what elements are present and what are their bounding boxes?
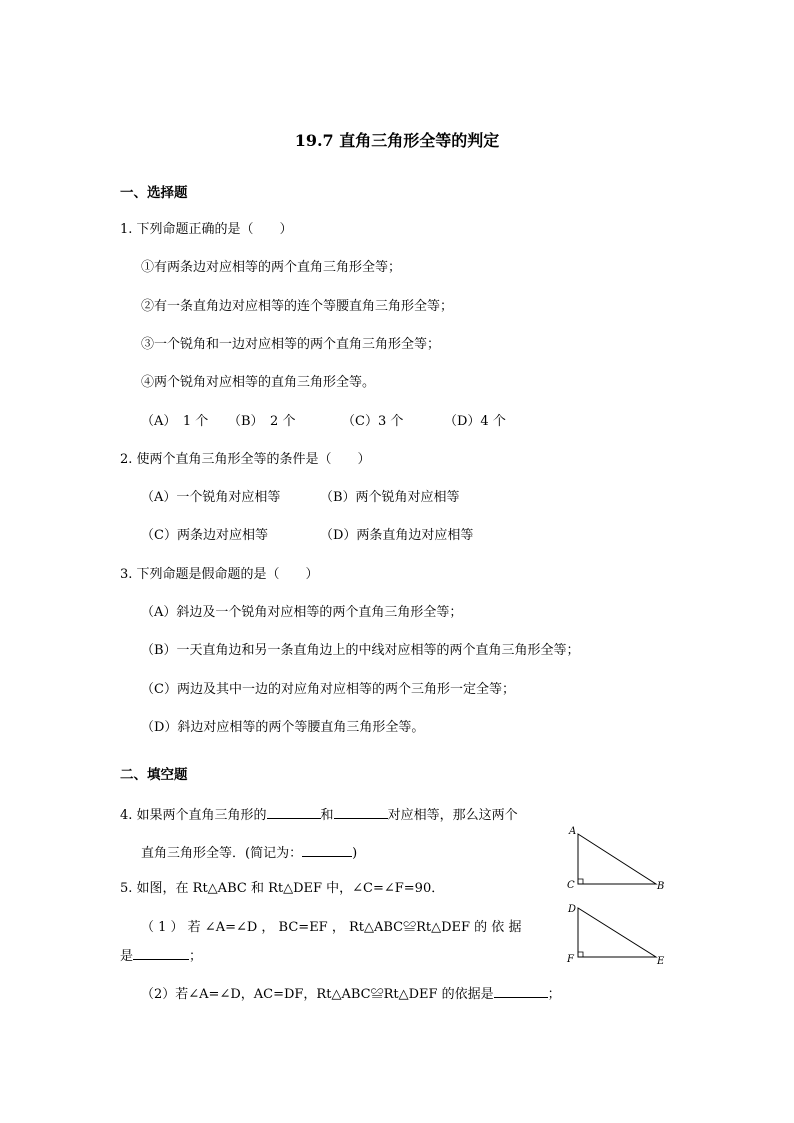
triangle-def bbox=[566, 904, 665, 967]
label-d: D bbox=[568, 904, 577, 915]
q1-option-c: （C）3 个 bbox=[342, 414, 404, 429]
triangle-abc bbox=[567, 826, 664, 892]
q5-sub1-line1: （ 1 ） 若 ∠A=∠D ， BC=EF ， Rt△ABC≌Rt△DEF 的 依 据 bbox=[141, 920, 522, 935]
q2-option-a: （A）一个锐角对应相等 bbox=[141, 490, 281, 505]
q3-option-c: （C）两边及其中一边的对应角对应相等的两个三角形一定全等； bbox=[141, 682, 515, 697]
triangle-figure bbox=[560, 822, 680, 972]
q2-option-b: （B）两个锐角对应相等 bbox=[320, 490, 460, 505]
q4-text-5: ) bbox=[352, 846, 358, 861]
q3-option-b: （B）一天直角边和另一条直角边上的中线对应相等的两个直角三角形全等； bbox=[141, 643, 580, 658]
triangle-def-shape bbox=[578, 908, 656, 957]
label-b: B bbox=[657, 881, 665, 892]
q1-stem: 1. 下列命题正确的是（ ） bbox=[120, 222, 293, 237]
q4-line-1 bbox=[120, 805, 518, 824]
q5-stem: 5. 如图，在 Rt△ABC 和 Rt△DEF 中，∠C=∠F=90． bbox=[120, 881, 445, 896]
q2-option-c: （C）两条边对应相等 bbox=[141, 528, 268, 543]
q1-option-a: （A） 1 个 bbox=[141, 414, 209, 429]
q4-text-2: 和 bbox=[320, 808, 334, 823]
q5-blank-2[interactable] bbox=[494, 984, 548, 998]
label-a: A bbox=[569, 826, 577, 837]
right-angle-mark-f bbox=[578, 952, 583, 957]
q3-option-a: （A）斜边及一个锐角对应相等的两个直角三角形全等； bbox=[141, 605, 463, 620]
q5-sub1-shi: 是 bbox=[120, 949, 134, 964]
q1-item-1: ①有两条边对应相等的两个直角三角形全等； bbox=[141, 260, 402, 275]
page-title: 19.7 直角三角形全等的判定 bbox=[294, 131, 500, 150]
triangle-abc-shape bbox=[578, 834, 656, 884]
q1-option-d: （D）4 个 bbox=[444, 414, 506, 429]
q4-line-2 bbox=[141, 843, 357, 862]
q5-sub2 bbox=[141, 984, 561, 1003]
q4-text-3: 对应相等，那么这两个 bbox=[387, 808, 518, 823]
q2-stem: 2. 使两个直角三角形全等的条件是（ ） bbox=[120, 452, 371, 467]
q4-blank-3[interactable] bbox=[302, 843, 352, 857]
q4-blank-1[interactable] bbox=[267, 805, 321, 819]
section-heading-fill: 二、填空题 bbox=[120, 767, 188, 783]
q1-item-2: ②有一条直角边对应相等的连个等腰直角三角形全等； bbox=[141, 299, 454, 314]
label-f: F bbox=[567, 954, 574, 965]
q5-sub2-text: （2）若∠A=∠D，AC=DF，Rt△ABC≌Rt△DEF 的依据是 bbox=[141, 987, 494, 1002]
label-c: C bbox=[567, 880, 575, 891]
q1-item-4: ④两个锐角对应相等的直角三角形全等。 bbox=[141, 375, 376, 390]
q5-blank-1[interactable] bbox=[133, 946, 189, 960]
q4-blank-2[interactable] bbox=[334, 805, 388, 819]
q4-text-1: 4. 如果两个直角三角形的 bbox=[120, 808, 267, 823]
q1-option-b: （B） 2 个 bbox=[228, 414, 296, 429]
q1-item-3: ③一个锐角和一边对应相等的两个直角三角形全等； bbox=[141, 337, 441, 352]
section-heading-choice: 一、选择题 bbox=[120, 185, 188, 201]
q5-sub2-end: ； bbox=[547, 987, 561, 1002]
q5-sub1-end: ； bbox=[189, 949, 203, 964]
right-angle-mark-c bbox=[578, 879, 583, 884]
q3-option-d: （D）斜边对应相等的两个等腰直角三角形全等。 bbox=[141, 720, 425, 735]
q4-text-4: 直角三角形全等．(简记为： bbox=[141, 846, 303, 861]
label-e: E bbox=[657, 956, 665, 967]
q5-sub1-line2 bbox=[120, 946, 202, 965]
q3-stem: 3. 下列命题是假命题的是（ ） bbox=[120, 567, 319, 582]
q2-option-d: （D）两条直角边对应相等 bbox=[320, 528, 474, 543]
